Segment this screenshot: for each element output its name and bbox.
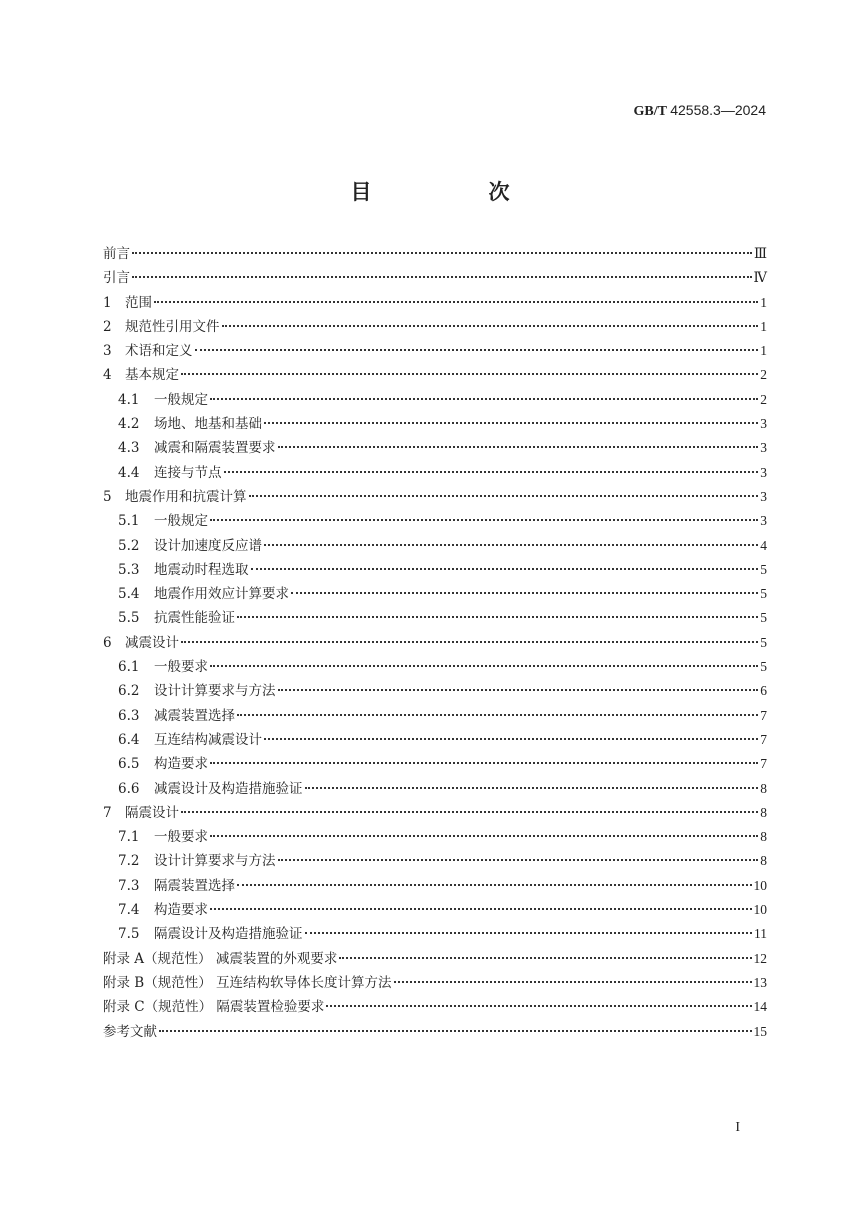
toc-page-number: 7 [760,707,767,723]
toc-page-number: 7 [760,756,767,772]
toc-entry-title: 构造要求 [154,756,208,773]
toc-entry-title: 连接与节点 [154,464,222,481]
toc-entry[interactable] [103,679,767,703]
toc-page-number: 2 [760,391,767,407]
toc-leader-dots [251,568,759,570]
toc-entry-title: 地震动时程选取 [154,561,249,578]
toc-page-number: 1 [760,318,767,334]
toc-leader-dots [195,349,759,351]
toc-page-number: 11 [754,926,767,942]
toc-entry-label [118,412,262,436]
toc-entry-title: 场地、地基和基础 [154,416,262,433]
toc-entry-title: 一般规定 [154,513,208,530]
toc-entry-label [118,777,303,801]
toc-entry-title: 一般要求 [154,659,208,676]
toc-section-number: 6.1 [118,659,140,676]
toc-page-number: 4 [760,537,767,553]
toc-leader-dots [305,932,753,934]
toc-page-number: 3 [760,440,767,456]
toc-leader-dots [181,811,758,813]
toc-section-number: 5.1 [118,513,140,530]
toc-entry[interactable] [103,849,767,873]
toc-entry[interactable] [103,655,767,679]
toc-entry-title: 减震和隔震装置要求 [154,440,276,457]
toc-leader-dots [154,301,758,303]
toc-leader-dots [305,787,759,789]
toc-section-number: 5.3 [118,561,140,578]
toc-entry[interactable] [103,874,767,898]
toc-entry[interactable] [103,947,767,971]
toc-entry-label [118,655,208,679]
toc-section-number: 6.6 [118,780,140,797]
toc-entry[interactable] [103,752,767,776]
toc-leader-dots [264,544,758,546]
toc-section-number: 5.4 [118,586,140,603]
toc-page-number: 5 [760,610,767,626]
toc-entry-title: 设计计算要求与方法 [154,683,276,700]
toc-section-number: 7.4 [118,902,140,919]
toc-entry[interactable] [103,825,767,849]
toc-entry-label [118,874,235,898]
toc-page-number: 5 [760,659,767,675]
toc-entry-title: 隔震设计 [125,804,179,821]
toc-leader-dots [339,957,751,959]
toc-entry-label [103,363,179,387]
toc-entry[interactable] [103,363,767,387]
toc-section-number: 5 [103,488,112,505]
toc-section-number: 4.1 [118,391,140,408]
toc-leader-dots [278,859,759,861]
toc-entry[interactable] [103,485,767,509]
toc-page-number: 8 [760,829,767,845]
toc-entry-label [103,995,324,1019]
toc-leader-dots [222,325,759,327]
toc-entry-label [118,679,276,703]
toc-entry[interactable] [103,291,767,315]
toc-page-number: 3 [760,513,767,529]
toc-entry-label [103,631,179,655]
toc-entry[interactable] [103,242,767,266]
toc-entry-label [118,752,208,776]
page-number: I [735,1120,740,1135]
toc-entry-label [118,388,208,412]
toc-entry-label [118,704,235,728]
toc-page-number: 2 [760,367,767,383]
toc-entry-label [103,339,193,363]
toc-entry[interactable] [103,728,767,752]
toc-leader-dots [210,835,758,837]
toc-leader-dots [237,714,758,716]
toc-entry[interactable] [103,558,767,582]
toc-page-number: 6 [760,683,767,699]
toc-entry-title: 参考文献 [103,1023,157,1040]
toc-entry[interactable] [103,412,767,436]
toc-entry-title: 一般要求 [154,829,208,846]
toc-leader-dots [210,398,758,400]
toc-section-number: 6 [103,634,112,651]
toc-leader-dots [181,373,758,375]
toc-entry[interactable] [103,922,767,946]
toc-section-number: 7.5 [118,926,140,943]
toc-entry[interactable] [103,266,767,290]
toc-leader-dots [210,519,758,521]
toc-page-number: 15 [753,1023,767,1039]
table-of-contents [103,242,767,1044]
toc-entry-title: 基本规定 [125,367,179,384]
toc-section-number: 7 [103,804,112,821]
toc-entry-title: 隔震设计及构造措施验证 [154,926,303,943]
toc-page-number: 10 [753,877,767,893]
toc-section-number: 6.4 [118,731,140,748]
toc-entry[interactable] [103,631,767,655]
toc-page-number: 8 [760,853,767,869]
toc-section-number: 4.2 [118,416,140,433]
toc-page-number: 10 [753,902,767,918]
toc-entry-label [103,266,130,290]
toc-entry[interactable] [103,971,767,995]
toc-leader-dots [249,495,759,497]
toc-entry-title: 构造要求 [154,902,208,919]
toc-entry[interactable] [103,339,767,363]
toc-page-number: 3 [760,488,767,504]
toc-page-number: 1 [760,343,767,359]
toc-page-number: 12 [753,950,767,966]
toc-entry-label [103,947,337,971]
toc-section-number: 3 [103,343,112,360]
toc-entry-label [118,825,208,849]
toc-page-number: 8 [760,780,767,796]
toc-leader-dots [210,665,758,667]
toc-leader-dots [181,641,758,643]
toc-leader-dots [159,1030,752,1032]
toc-entry-title: 附录 B（规范性） 互连结构软导体长度计算方法 [103,974,392,991]
toc-section-number: 4.3 [118,440,140,457]
toc-section-number: 4.4 [118,464,140,481]
toc-entry[interactable] [103,801,767,825]
toc-entry-label [103,315,220,339]
toc-section-number: 6.3 [118,707,140,724]
toc-leader-dots [264,422,758,424]
toc-entry-label [103,1020,157,1044]
toc-entry-label [118,509,208,533]
toc-entry-label [103,291,152,315]
toc-entry[interactable] [103,704,767,728]
toc-entry-title: 抗震性能验证 [154,610,235,627]
toc-entry-title: 前言 [103,246,130,262]
standard-number [634,102,766,120]
toc-leader-dots [278,689,759,691]
toc-entry-label [118,436,276,460]
toc-entry-label [118,606,235,630]
standard-code: 42558.3—2024 [670,102,766,118]
toc-section-number: 6.5 [118,756,140,773]
toc-entry-title: 互连结构减震设计 [154,731,262,748]
toc-entry-title: 设计计算要求与方法 [154,853,276,870]
toc-entry-title: 规范性引用文件 [125,318,220,335]
toc-entry-title: 术语和定义 [125,343,193,360]
toc-page-number: 8 [760,804,767,820]
toc-entry[interactable] [103,1020,767,1044]
toc-entry[interactable] [103,898,767,922]
toc-page-number: Ⅳ [753,270,767,286]
toc-entry-title: 地震作用效应计算要求 [154,586,289,603]
toc-page-number: 13 [753,974,767,990]
toc-entry[interactable] [103,606,767,630]
toc-page-number: 7 [760,731,767,747]
toc-entry-title: 减震设计及构造措施验证 [154,780,303,797]
toc-entry-title: 附录 C（规范性） 隔震装置检验要求 [103,999,325,1016]
toc-entry[interactable] [103,534,767,558]
toc-entry-label [118,849,276,873]
toc-leader-dots [224,471,759,473]
toc-entry-title: 一般规定 [154,391,208,408]
toc-entry-title: 附录 A（规范性） 减震装置的外观要求 [103,950,338,967]
toc-leader-dots [237,616,758,618]
toc-page-number: 5 [760,634,767,650]
toc-leader-dots [132,276,752,278]
toc-entry-title: 引言 [103,270,130,287]
toc-entry-label [118,898,208,922]
toc-entry-label [103,485,247,509]
toc-leader-dots [132,252,752,254]
toc-page-number: Ⅲ [753,246,767,261]
toc-page-number: 5 [760,561,767,577]
toc-leader-dots [278,446,759,448]
toc-leader-dots [210,908,752,910]
toc-entry-title: 减震装置选择 [154,707,235,724]
toc-entry[interactable] [103,582,767,606]
toc-entry-title: 地震作用和抗震计算 [125,488,247,505]
toc-entry-title: 减震设计 [125,634,179,651]
toc-entry-label [118,558,249,582]
toc-entry[interactable] [103,995,767,1019]
toc-entry-title: 隔震装置选择 [154,877,235,894]
toc-entry-label [103,971,392,995]
toc-leader-dots [237,884,752,886]
page-title: 目 次 [350,179,558,204]
toc-entry-title: 设计加速度反应谱 [154,537,262,554]
toc-leader-dots [264,738,758,740]
toc-leader-dots [394,981,752,983]
toc-leader-dots [326,1005,751,1007]
toc-section-number: 5.2 [118,537,140,554]
toc-page-number: 3 [760,416,767,432]
toc-entry[interactable] [103,436,767,460]
toc-entry-title: 范围 [125,294,152,311]
toc-entry[interactable] [103,509,767,533]
toc-page-number: 1 [760,294,767,310]
toc-entry-label [118,534,262,558]
toc-section-number: 6.2 [118,683,140,700]
toc-section-number: 7.1 [118,829,140,846]
toc-entry-label [103,242,130,266]
toc-entry[interactable] [103,388,767,412]
toc-entry-label [103,801,179,825]
toc-entry[interactable] [103,777,767,801]
toc-section-number: 5.5 [118,610,140,627]
toc-page-number: 14 [753,999,767,1015]
toc-leader-dots [210,762,758,764]
toc-section-number: 1 [103,294,112,311]
toc-entry-label [118,922,303,946]
toc-entry[interactable] [103,315,767,339]
toc-page-number: 5 [760,586,767,602]
toc-page-number: 3 [760,464,767,480]
toc-entry-label [118,461,222,485]
toc-section-number: 2 [103,318,112,335]
toc-entry[interactable] [103,461,767,485]
toc-section-number: 4 [103,367,112,384]
toc-entry-label [118,728,262,752]
toc-entry-label [118,582,289,606]
toc-section-number: 7.3 [118,877,140,894]
toc-section-number: 7.2 [118,853,140,870]
toc-leader-dots [291,592,758,594]
standard-prefix: GB/T [633,104,667,119]
